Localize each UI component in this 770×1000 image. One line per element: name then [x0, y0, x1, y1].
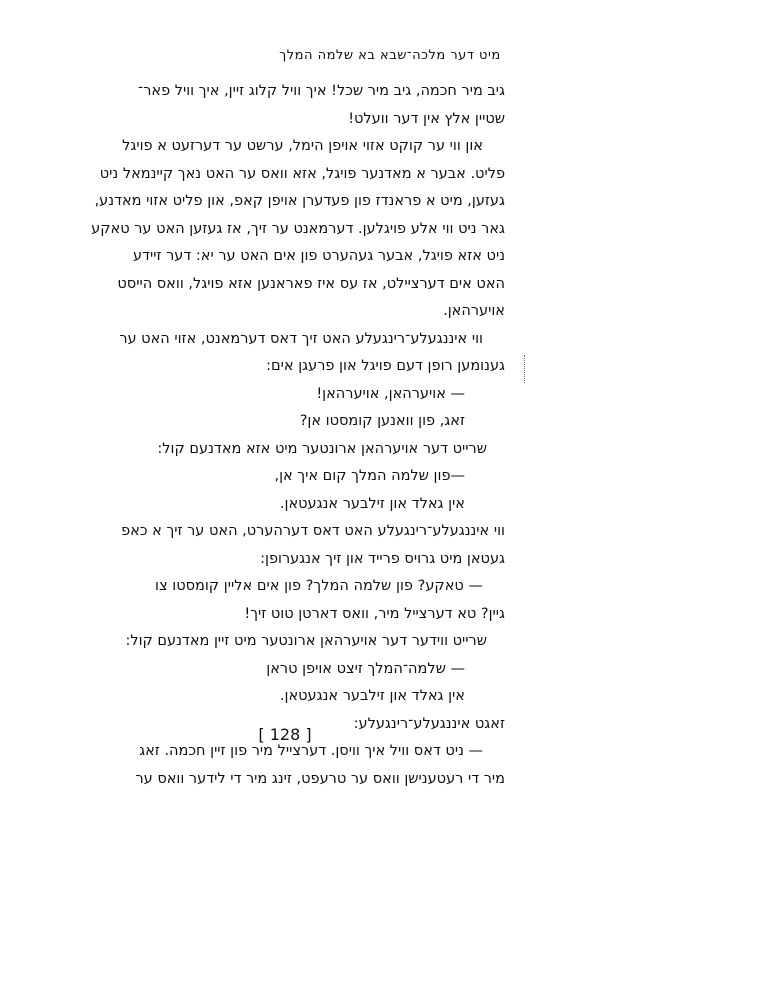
verse-line: — שלמה־המלך זיצט אויפן טראן [266, 660, 465, 677]
text-line: אויערהאן. [443, 303, 505, 319]
text-line: שרייט דער אויערהאן ארונטער מיט אזא מאדנעם קול: [157, 440, 487, 457]
text-line: גיין? טא דערצייל מיר, וואס דארטן טוט זיך! [244, 605, 505, 622]
text-line: גיב מיר חכמה, גיב מיר שכל! איך וויל קלוג זיין, איך וויל פאר־ [137, 83, 505, 99]
text-line: ניט אזא פויגל, אבער געהערט פון אים האט ער יא: דער זיידע [133, 248, 505, 264]
page-number: [ 128 ] [258, 725, 312, 744]
text-line: געזען, מיט א פראנדז פון פעדערן אויפן קאפ, און פליט אזוי מאדנע, [94, 193, 505, 209]
text-line: זאגט איננגעלע־רינגעלע: [353, 715, 505, 732]
body-text [91, 78, 505, 793]
text-line: שטיין אלץ אין דער וועלט! [348, 110, 505, 127]
text-line: מיר די רעטענישן וואס ער טרעפט, זינג מיר די לידער וואס ער [135, 770, 505, 787]
verse-line: —פון שלמה המלך קום איך אן, [274, 468, 465, 484]
text-line: גענומען רופן דעם פויגל און פרעגן אים: [266, 358, 505, 374]
text-line: פליט. אבער א מאדנער פויגל, אזא וואס ער האט נאך קיינמאל ניט [99, 165, 505, 182]
text-line: ווי איננגעלע־רינגעלע האט זיך דאס דערמאנט, אזוי האט ער [119, 330, 483, 347]
verse-line: — אויערהאן, אויערהאן! [316, 385, 465, 402]
text-line: — טאקע? פון שלמה המלך? פון אים אליין קומסטו צו [155, 578, 483, 594]
text-line: האט אים דערציילט, אז עס איז פאראנען אזא פויגל, וואס הייסט [117, 275, 505, 292]
verse-line: זאג, פון וואנען קומסטו אן? [299, 413, 465, 429]
verse-line: אין גאלד און זילבער אנגעטאן. [279, 688, 465, 704]
text-line: גאר ניט ווי אלע פויגלען. דערמאנט ער זיך, אז געזען האט ער טאקע [91, 220, 505, 237]
text-line: — ניט דאס וויל איך וויסן. דערצייל מיר פון זיין חכמה. זאג [139, 743, 483, 759]
text-line: שרייט ווידער דער אויערהאן ארונטער מיט זיין מאדנעם קול: [125, 633, 487, 649]
verse-line: אין גאלד און זילבער אנגעטאן. [279, 495, 465, 512]
text-line: געטאן מיט גרויס פרייד און זיך אנגערופן: [260, 550, 505, 567]
margin-mark [524, 355, 526, 383]
text-line: און ווי ער קוקט אזוי אויפן הימל, ערשט ער דערזעט א פויגל [122, 138, 483, 154]
running-head: מיט דער מלכה־שבא בא שלמה המלך [279, 48, 501, 63]
text-line: ווי איננגעלע־רינגעלע האט דאס דערהערט, האט ער זיך א כאפ [121, 523, 505, 539]
